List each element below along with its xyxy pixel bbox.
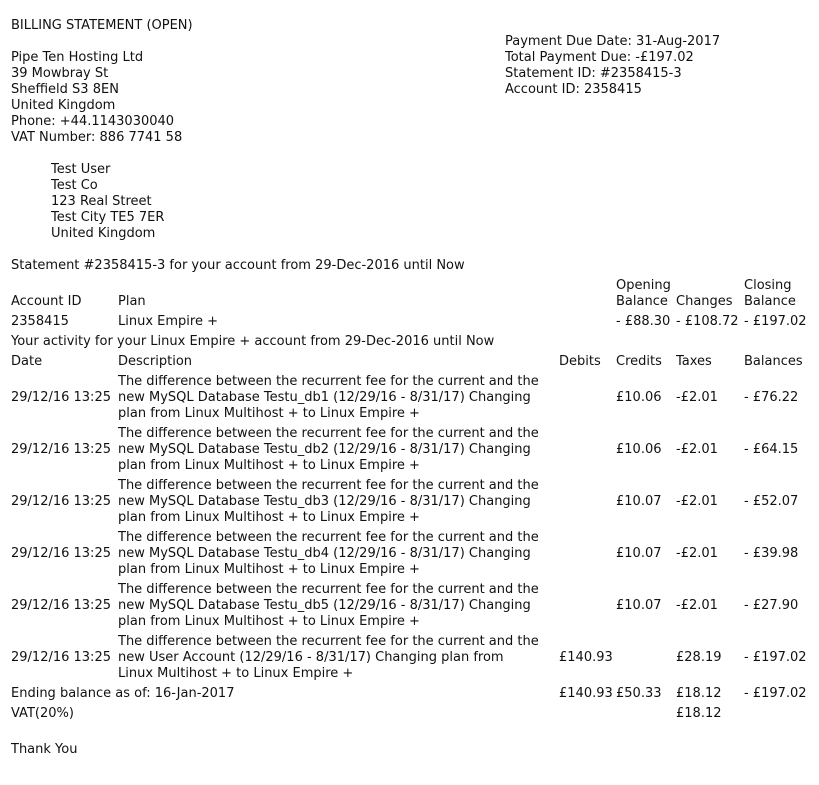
row-taxes: £28.19 [676, 650, 722, 665]
ending-balance: - £197.02 [744, 686, 807, 701]
row-description-line: plan from Linux Multihost + to Linux Empire + [118, 510, 420, 525]
activity-header-debits: Debits [559, 354, 601, 369]
company-name: Pipe Ten Hosting Ltd [11, 50, 144, 65]
ending-debits: £140.93 [559, 686, 613, 701]
account-row-closing: - £197.02 [744, 314, 807, 329]
account-header-plan: Plan [118, 294, 146, 309]
row-taxes: -£2.01 [676, 598, 718, 613]
row-credits: £10.07 [616, 494, 662, 509]
company-country: United Kingdom [11, 98, 116, 113]
account-row-changes: - £108.72 [676, 314, 739, 329]
row-description-line: plan from Linux Multihost + to Linux Empire + [118, 562, 420, 577]
statement-id: Statement ID: #2358415-3 [505, 66, 682, 81]
company-street: 39 Mowbray St [11, 66, 109, 81]
row-debits: £140.93 [559, 650, 613, 665]
statement-summary [505, 34, 720, 98]
account-id: Account ID: 2358415 [505, 82, 642, 97]
row-taxes: -£2.01 [676, 546, 718, 561]
recipient-address [51, 162, 164, 242]
row-credits: £10.07 [616, 546, 662, 561]
row-balance: - £52.07 [744, 494, 799, 509]
row-description-line: The difference between the recurrent fee for the current and the [118, 374, 539, 389]
row-balance: - £27.90 [744, 598, 799, 613]
account-row-id: 2358415 [11, 314, 69, 329]
row-description-line: new MySQL Database Testu_db4 (12/29/16 - 8/31/17) Changing [118, 546, 531, 561]
ending-taxes: £18.12 [676, 686, 722, 701]
row-balance: - £76.22 [744, 390, 799, 405]
account-header-changes: Changes [676, 294, 733, 309]
row-description-line: new User Account (12/29/16 - 8/31/17) Changing plan from [118, 650, 504, 665]
thank-you-text: Thank You [11, 742, 78, 757]
activity-header-taxes: Taxes [676, 354, 712, 369]
payment-due-date: Payment Due Date: 31-Aug-2017 [505, 34, 721, 49]
row-balance: - £197.02 [744, 650, 807, 665]
row-date: 29/12/16 13:25 [11, 598, 111, 613]
row-date: 29/12/16 13:25 [11, 442, 111, 457]
row-description-line: plan from Linux Multihost + to Linux Empire + [118, 614, 420, 629]
row-taxes: -£2.01 [676, 390, 718, 405]
account-row-opening: - £88.30 [616, 314, 671, 329]
row-description-line: plan from Linux Multihost + to Linux Empire + [118, 406, 420, 421]
ending-credits: £50.33 [616, 686, 662, 701]
row-description-line: The difference between the recurrent fee for the current and the [118, 634, 539, 649]
row-date: 29/12/16 13:25 [11, 390, 111, 405]
activity-period-line: Your activity for your Linux Empire + account from 29-Dec-2016 until Now [11, 334, 495, 349]
statement-period-line: Statement #2358415-3 for your account from 29-Dec-2016 until Now [11, 258, 465, 273]
activity-header-description: Description [118, 354, 193, 369]
row-description-line: new MySQL Database Testu_db1 (12/29/16 - 8/31/17) Changing [118, 390, 531, 405]
row-credits: £10.06 [616, 442, 662, 457]
row-description-line: new MySQL Database Testu_db3 (12/29/16 - 8/31/17) Changing [118, 494, 531, 509]
row-description-line: Linux Multihost + to Linux Empire + [118, 666, 354, 681]
company-address [11, 50, 182, 146]
account-header-closing-1: Closing [744, 278, 792, 293]
row-description [118, 426, 539, 474]
row-date: 29/12/16 13:25 [11, 650, 111, 665]
activity-header-balances: Balances [744, 354, 803, 369]
account-header-closing-2: Balance [744, 294, 796, 309]
row-description-line: new MySQL Database Testu_db5 (12/29/16 - 8/31/17) Changing [118, 598, 531, 613]
row-balance: - £64.15 [744, 442, 799, 457]
row-description [118, 530, 539, 578]
account-header-account-id: Account ID [11, 294, 82, 309]
row-date: 29/12/16 13:25 [11, 546, 111, 561]
recipient-country: United Kingdom [51, 226, 156, 241]
row-description-line: The difference between the recurrent fee for the current and the [118, 478, 539, 493]
row-credits: £10.07 [616, 598, 662, 613]
row-date: 29/12/16 13:25 [11, 494, 111, 509]
row-description [118, 478, 539, 526]
vat-label: VAT(20%) [11, 706, 74, 721]
row-balance: - £39.98 [744, 546, 799, 561]
total-payment-due: Total Payment Due: -£197.02 [505, 50, 694, 65]
vat-taxes: £18.12 [676, 706, 722, 721]
account-header-opening-1: Opening [616, 278, 671, 293]
row-taxes: -£2.01 [676, 494, 718, 509]
row-description [118, 582, 539, 630]
company-vat: VAT Number: 886 7741 58 [11, 130, 183, 145]
recipient-street: 123 Real Street [51, 194, 152, 209]
company-phone: Phone: +44.1143030040 [11, 114, 175, 129]
account-row-plan: Linux Empire + [118, 314, 218, 329]
row-description [118, 374, 539, 422]
recipient-company: Test Co [51, 178, 98, 193]
activity-header-credits: Credits [616, 354, 662, 369]
account-header-opening-2: Balance [616, 294, 668, 309]
row-description-line: plan from Linux Multihost + to Linux Empire + [118, 458, 420, 473]
activity-header-date: Date [11, 354, 43, 369]
row-description-line: The difference between the recurrent fee for the current and the [118, 582, 539, 597]
row-description [118, 634, 539, 682]
row-description-line: The difference between the recurrent fee for the current and the [118, 530, 539, 545]
recipient-city: Test City TE5 7ER [51, 210, 165, 225]
statement-title: BILLING STATEMENT (OPEN) [11, 18, 193, 33]
row-taxes: -£2.01 [676, 442, 718, 457]
ending-balance-label: Ending balance as of: 16-Jan-2017 [11, 686, 235, 701]
row-credits: £10.06 [616, 390, 662, 405]
row-description-line: The difference between the recurrent fee for the current and the [118, 426, 539, 441]
row-description-line: new MySQL Database Testu_db2 (12/29/16 - 8/31/17) Changing [118, 442, 531, 457]
company-city: Sheffield S3 8EN [11, 82, 119, 97]
recipient-name: Test User [51, 162, 111, 177]
